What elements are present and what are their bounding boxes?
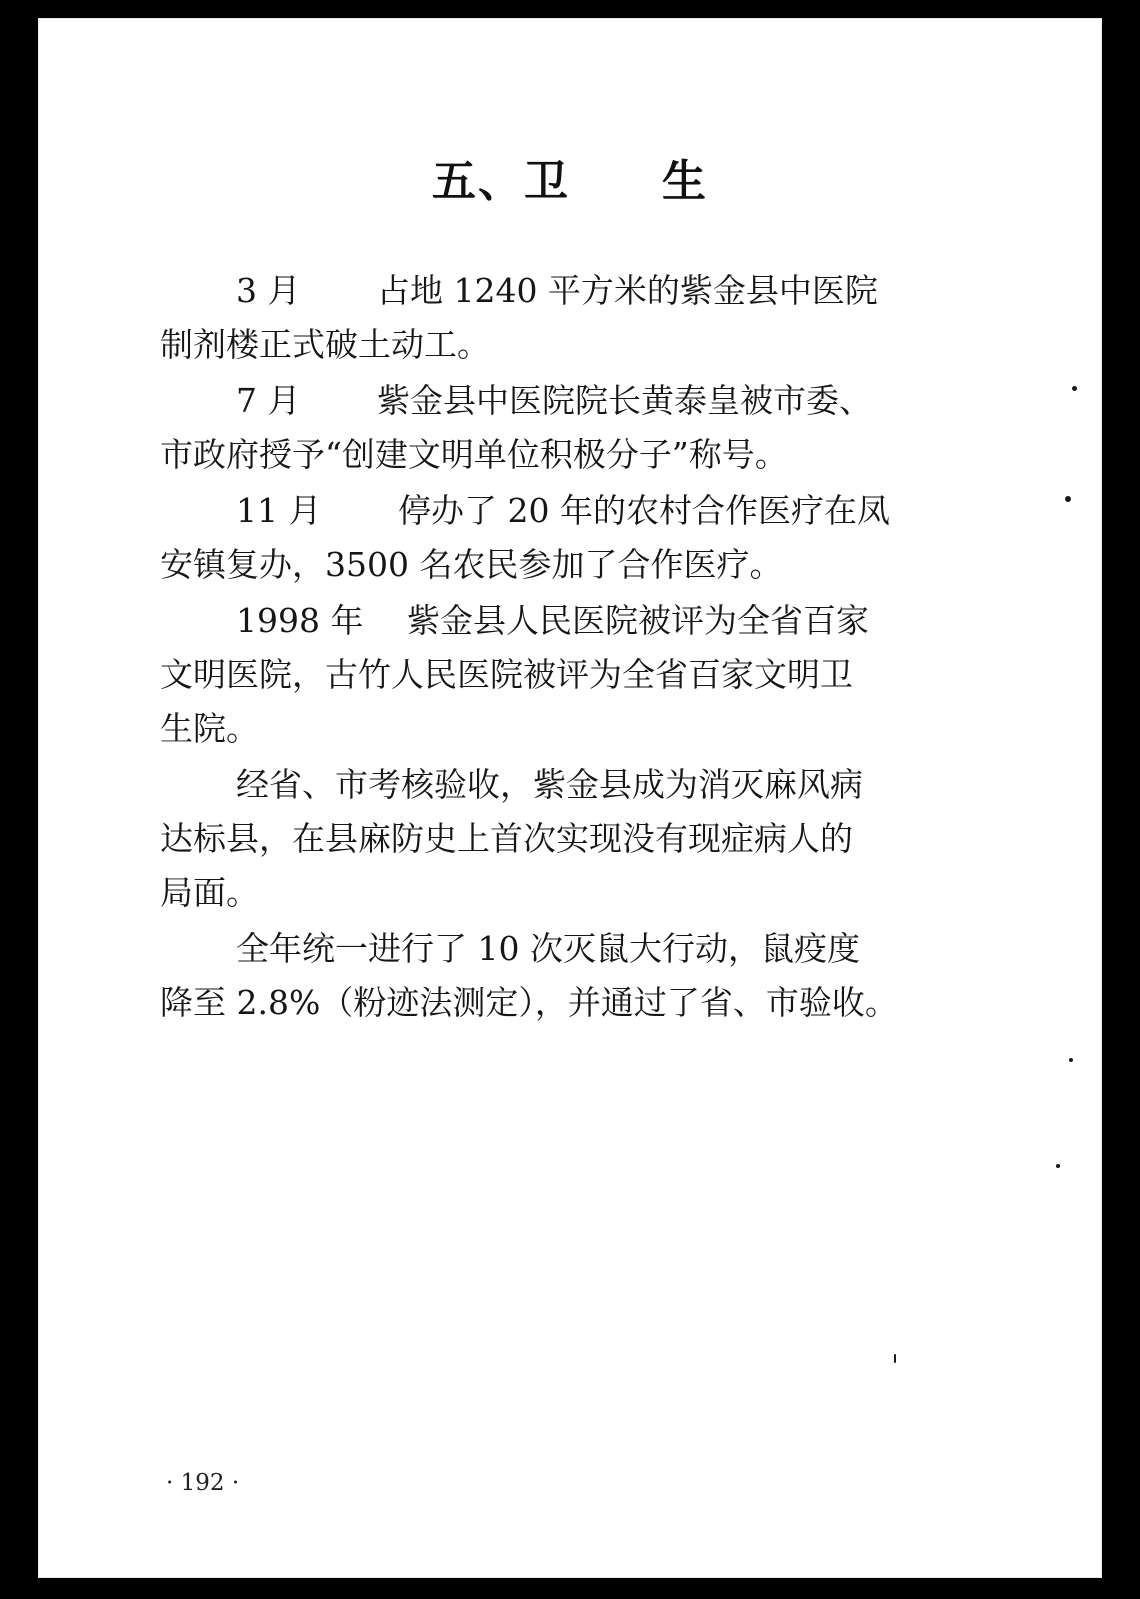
entry-march xyxy=(160,264,980,372)
entry-leprosy xyxy=(160,758,980,920)
entry-november xyxy=(160,484,980,592)
section-title: 五、卫 生 xyxy=(432,156,708,207)
paragraph-line: 7 月 紫金县中医院院长黄泰皇被市委、 xyxy=(236,381,872,420)
paragraph-line: 达标县，在县麻防史上首次实现没有现症病人的 xyxy=(160,819,853,858)
document-body xyxy=(160,264,980,1030)
entry-1998 xyxy=(160,594,980,756)
page-number: · 192 · xyxy=(166,1470,240,1496)
document-page xyxy=(38,18,1102,1578)
paragraph-line: 1998 年 紫金县人民医院被评为全省百家 xyxy=(236,601,869,640)
paragraph-line: 局面。 xyxy=(160,873,259,912)
paragraph-line: 经省、市考核验收，紫金县成为消灭麻风病 xyxy=(236,765,863,804)
paragraph-line: 市政府授予“创建文明单位积极分子”称号。 xyxy=(160,435,788,474)
paragraph-line: 3 月 占地 1240 平方米的紫金县中医院 xyxy=(236,271,878,310)
paragraph-line: 全年统一进行了 10 次灭鼠大行动，鼠疫度 xyxy=(236,929,860,968)
paragraph-line: 11 月 停办了 20 年的农村合作医疗在凤 xyxy=(236,491,890,530)
paragraph-line: 文明医院，古竹人民医院被评为全省百家文明卫 xyxy=(160,655,853,694)
scan-speck xyxy=(1065,496,1071,502)
paragraph-line: 安镇复办，3500 名农民参加了合作医疗。 xyxy=(160,545,783,584)
scan-speck xyxy=(894,1354,896,1363)
scan-speck xyxy=(1056,1164,1060,1168)
paragraph-line: 降至 2.8%（粉迹法测定），并通过了省、市验收。 xyxy=(160,983,898,1022)
scan-speck xyxy=(1069,1058,1073,1062)
paragraph-line: 制剂楼正式破土动工。 xyxy=(160,325,490,364)
scan-speck xyxy=(1072,386,1077,391)
paragraph-line: 生院。 xyxy=(160,709,259,748)
entry-rodent-control xyxy=(160,922,980,1030)
entry-july xyxy=(160,374,980,482)
